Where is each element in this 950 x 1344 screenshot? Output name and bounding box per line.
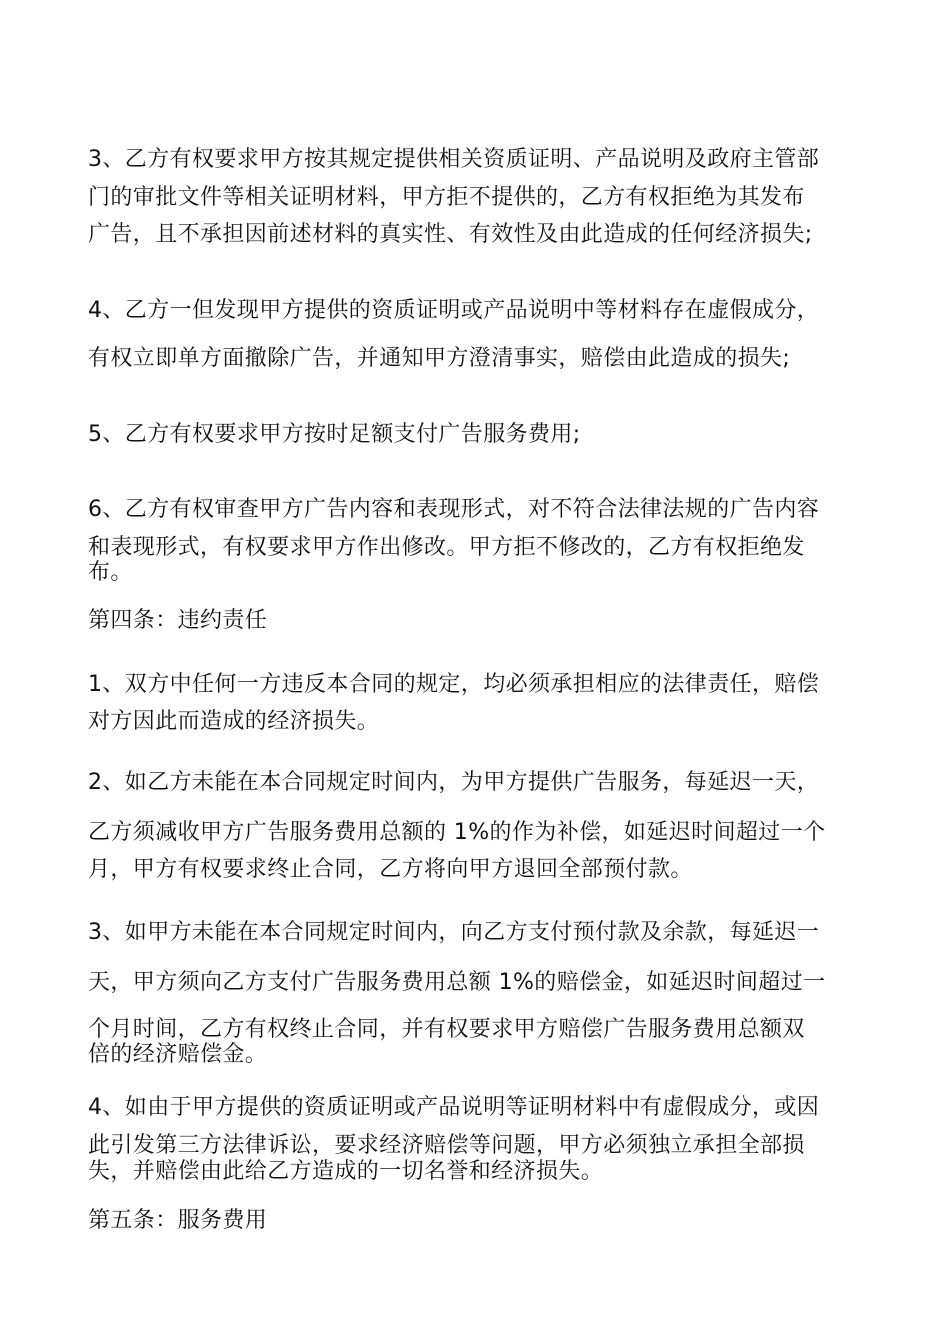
section-heading-article-5: 第五条：服务费用	[88, 1208, 268, 1233]
penalty-1-line-1: 1、双方中任何一方违反本合同的规定，均必须承担相应的法律责任，赔偿	[88, 672, 820, 697]
penalty-4-line-1: 4、如由于甲方提供的资质证明或产品说明等证明材料中有虚假成分，或因	[88, 1095, 820, 1120]
clause-6-line-2: 和表现形式，有权要求甲方作出修改。甲方拒不修改的，乙方有权拒绝发	[88, 535, 805, 560]
penalty-2-line-1: 2、如乙方未能在本合同规定时间内，为甲方提供广告服务，每延迟一天，	[88, 770, 820, 795]
clause-3-line-2: 门的审批文件等相关证明材料，甲方拒不提供的，乙方有权拒绝为其发布	[88, 185, 805, 210]
penalty-2-line-2: 乙方须减收甲方广告服务费用总额的 1%的作为补偿，如延迟时间超过一个	[88, 820, 826, 845]
clause-3-line-1: 3、乙方有权要求甲方按其规定提供相关资质证明、产品说明及政府主管部	[88, 147, 820, 172]
penalty-2-line-3: 月，甲方有权要求终止合同，乙方将向甲方退回全部预付款。	[88, 857, 693, 882]
clause-4-line-2: 有权立即单方面撤除广告，并通知甲方澄清事实，赔偿由此造成的损失;	[88, 346, 791, 371]
penalty-1-line-2: 对方因此而造成的经济损失。	[88, 709, 380, 734]
clause-6-line-1: 6、乙方有权审查甲方广告内容和表现形式，对不符合法律法规的广告内容	[88, 497, 820, 522]
clause-5-line-1: 5、乙方有权要求甲方按时足额支付广告服务费用;	[88, 422, 581, 447]
penalty-3-line-2: 天，甲方须向乙方支付广告服务费用总额 1%的赔偿金，如延迟时间超过一	[88, 970, 826, 995]
clause-6-line-3: 布。	[88, 560, 133, 585]
penalty-3-line-4: 倍的经济赔偿金。	[88, 1042, 268, 1067]
penalty-4-line-3: 失，并赔偿由此给乙方造成的一切名誉和经济损失。	[88, 1159, 604, 1184]
penalty-4-line-2: 此引发第三方法律诉讼，要求经济赔偿等问题，甲方必须独立承担全部损	[88, 1133, 805, 1158]
penalty-3-line-3: 个月时间，乙方有权终止合同，并有权要求甲方赔偿广告服务费用总额双	[88, 1017, 805, 1042]
clause-4-line-1: 4、乙方一但发现甲方提供的资质证明或产品说明中等材料存在虚假成分，	[88, 298, 820, 323]
clause-3-line-3: 广告，且不承担因前述材料的真实性、有效性及由此造成的任何经济损失;	[88, 222, 813, 247]
penalty-3-line-1: 3、如甲方未能在本合同规定时间内，向乙方支付预付款及余款，每延迟一	[88, 920, 820, 945]
section-heading-article-4: 第四条：违约责任	[88, 608, 268, 633]
